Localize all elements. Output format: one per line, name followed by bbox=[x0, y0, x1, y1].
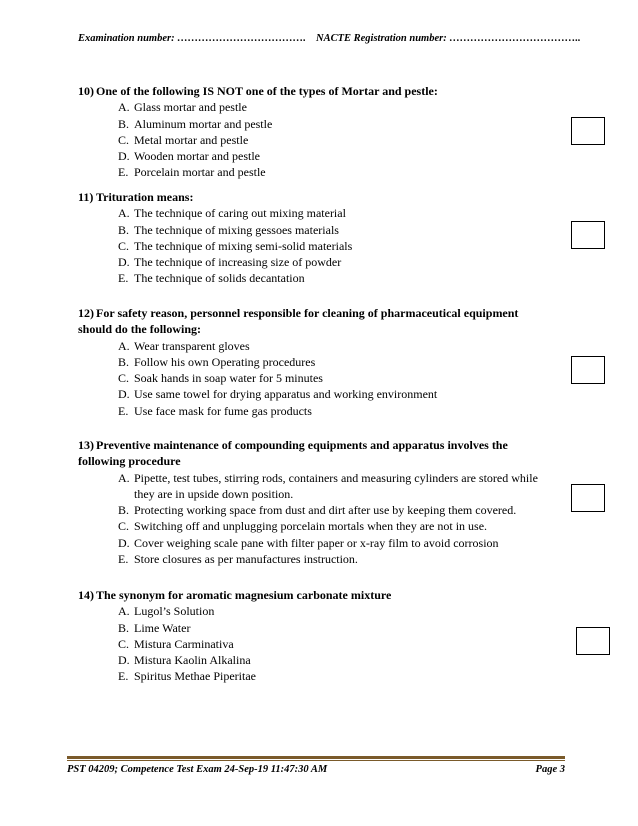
question-text: The synonym for aromatic magnesium carbonate mixture bbox=[96, 588, 392, 602]
question-number: 14) bbox=[78, 588, 94, 602]
option-b: B. Follow his own Operating procedures bbox=[118, 354, 316, 369]
option-a: A. Wear transparent gloves bbox=[118, 338, 250, 353]
option-a: A. The technique of caring out mixing material bbox=[118, 206, 346, 221]
question-number: 12) bbox=[78, 306, 94, 320]
option-a: A. Glass mortar and pestle bbox=[118, 100, 247, 115]
question-14 bbox=[78, 587, 558, 685]
option-a: A. Pipette, test tubes, stirring rods, containers and measuring cylinders are stored while they are in upside down position. bbox=[118, 470, 538, 501]
option-d: D. Wooden mortar and pestle bbox=[118, 149, 260, 164]
question-text: One of the following IS NOT one of the types of Mortar and pestle: bbox=[96, 84, 438, 98]
option-d: D. Cover weighing scale pane with filter paper or x-ray film to avoid corrosion bbox=[118, 535, 499, 550]
question-13 bbox=[78, 437, 558, 567]
option-d: D. Mistura Kaolin Alkalina bbox=[118, 653, 251, 668]
question-text: Preventive maintenance of compounding equipments and apparatus involves the bbox=[96, 438, 508, 452]
option-e: E. Porcelain mortar and pestle bbox=[118, 165, 266, 180]
option-b: B. The technique of mixing gessoes materials bbox=[118, 222, 339, 237]
option-d: D. Use same towel for drying apparatus and working environment bbox=[118, 387, 438, 402]
question-10 bbox=[78, 83, 558, 181]
answer-box-10[interactable] bbox=[571, 117, 605, 145]
exam-info: PST 04209; Competence Test Exam 24-Sep-19 11:47:30 AM bbox=[67, 764, 328, 775]
option-e: E. Store closures as per manufactures instruction. bbox=[118, 552, 358, 567]
question-number: 11) bbox=[78, 190, 94, 204]
option-c: C. The technique of mixing semi-solid materials bbox=[118, 238, 353, 253]
option-c: C. Switching off and unplugging porcelain mortals when they are not in use. bbox=[118, 519, 488, 534]
option-d: D. The technique of increasing size of powder bbox=[118, 255, 342, 270]
option-b: B. Aluminum mortar and pestle bbox=[118, 116, 273, 131]
page-number: Page 3 bbox=[535, 764, 565, 775]
answer-box-12[interactable] bbox=[571, 356, 605, 384]
question-text: For safety reason, personnel responsible for cleaning of pharmaceutical equipment bbox=[96, 306, 519, 320]
nacte-registration-field: NACTE Registration number: ……………………………….. bbox=[316, 33, 581, 44]
question-12 bbox=[78, 305, 558, 419]
option-e: E. The technique of solids decantation bbox=[118, 271, 305, 286]
option-e: E. Spiritus Methae Piperitae bbox=[118, 669, 256, 684]
examination-number-field: Examination number: ………………………………. bbox=[78, 33, 306, 44]
question-number: 10) bbox=[78, 84, 94, 98]
question-text: Trituration means: bbox=[96, 190, 194, 204]
footer-divider-thin bbox=[67, 760, 565, 761]
option-a: A. Lugol’s Solution bbox=[118, 604, 215, 619]
option-b: B. Lime Water bbox=[118, 620, 191, 635]
option-c: C. Metal mortar and pestle bbox=[118, 132, 249, 147]
footer-divider bbox=[67, 756, 565, 759]
question-text-continued: following procedure bbox=[78, 454, 181, 469]
question-number: 13) bbox=[78, 438, 94, 452]
option-b: B. Protecting working space from dust and dirt after use by keeping them covered. bbox=[118, 503, 517, 518]
option-e: E. Use face mask for fume gas products bbox=[118, 403, 312, 418]
answer-box-11[interactable] bbox=[571, 221, 605, 249]
question-11 bbox=[78, 189, 558, 287]
option-c: C. Mistura Carminativa bbox=[118, 636, 234, 651]
option-c: C. Soak hands in soap water for 5 minutes bbox=[118, 371, 323, 386]
answer-box-14[interactable] bbox=[576, 627, 610, 655]
answer-box-13[interactable] bbox=[571, 484, 605, 512]
question-text-continued: should do the following: bbox=[78, 322, 202, 337]
